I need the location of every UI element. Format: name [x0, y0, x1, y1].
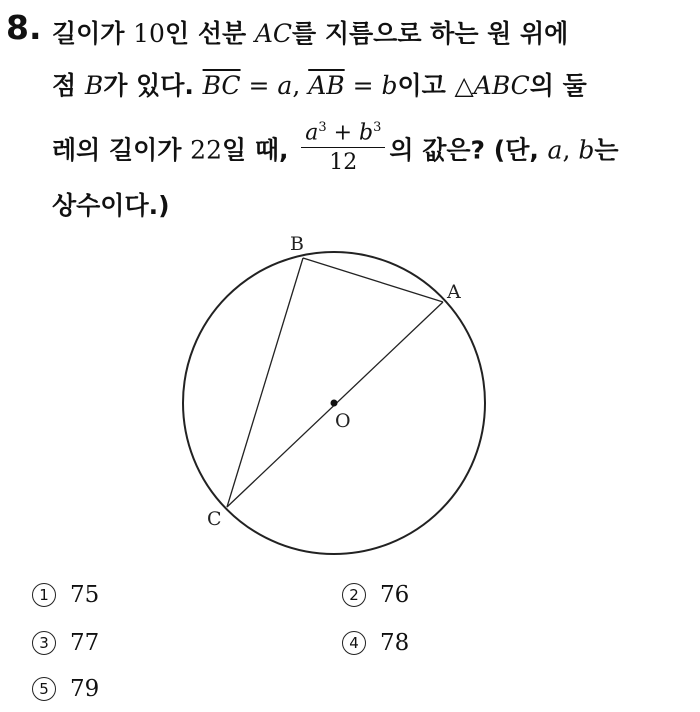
choice-value: 78 — [380, 630, 410, 656]
choice-1[interactable] — [32, 582, 99, 609]
choice-2[interactable] — [342, 582, 409, 609]
text: 가 있다. — [103, 71, 203, 100]
comma: , — [292, 71, 309, 100]
equals: = — [344, 71, 382, 100]
exponent: 3 — [373, 120, 382, 135]
segment-ac: AC — [254, 19, 293, 48]
text: 이고 — [397, 71, 455, 100]
label-o: O — [335, 410, 351, 432]
center-dot — [331, 400, 338, 407]
fraction-denominator: 12 — [329, 150, 358, 176]
label-c: C — [207, 508, 222, 530]
segment-bc: $\overline{BC}$ — [202, 71, 241, 100]
variable-b: b — [359, 120, 374, 146]
exponent: 3 — [318, 120, 327, 135]
text: 의 값은? (단, — [389, 135, 548, 165]
choice-4[interactable] — [342, 630, 409, 657]
choice-value: 76 — [380, 582, 410, 608]
choice-marker: 3 — [32, 631, 56, 655]
choice-5[interactable] — [32, 676, 99, 703]
equals: = — [240, 71, 278, 100]
number-10: 10 — [133, 19, 165, 48]
choice-value: 75 — [70, 582, 100, 608]
choice-3[interactable] — [32, 630, 99, 657]
triangle-symbol: △ — [454, 71, 474, 100]
text: 점 — [52, 71, 85, 100]
variable-b: b — [578, 135, 595, 165]
label-b: B — [290, 233, 304, 255]
comma: , — [562, 135, 579, 165]
question-line-4: 상수이다.) — [52, 191, 170, 220]
question-number: 8. — [6, 8, 42, 47]
choice-marker: 5 — [32, 677, 56, 701]
segment-bc-line — [227, 258, 303, 507]
text: 일 때, — [221, 135, 298, 165]
text: 레의 길이가 — [52, 135, 191, 165]
text: 길이가 — [52, 19, 134, 48]
variable-a: a — [547, 135, 563, 165]
number-22: 22 — [190, 135, 222, 165]
label-a: A — [447, 281, 461, 303]
segment-ab: $\overline{AB}$ — [308, 71, 345, 100]
text: 인 선분 — [164, 19, 255, 48]
text: 는 — [594, 135, 619, 165]
choice-marker: 2 — [342, 583, 366, 607]
text: 의 둘 — [529, 71, 587, 100]
choice-marker: 1 — [32, 583, 56, 607]
variable-a: a — [305, 120, 319, 146]
text: 를 지름으로 하는 원 위에 — [292, 19, 569, 48]
variable-a: a — [277, 71, 293, 100]
variable-b: b — [381, 71, 398, 100]
choice-marker: 4 — [342, 631, 366, 655]
plus: + — [326, 120, 360, 146]
choice-value: 77 — [70, 630, 100, 656]
triangle-abc: ABC — [473, 71, 530, 100]
choice-value: 79 — [70, 676, 100, 702]
point-b: B — [84, 71, 104, 100]
